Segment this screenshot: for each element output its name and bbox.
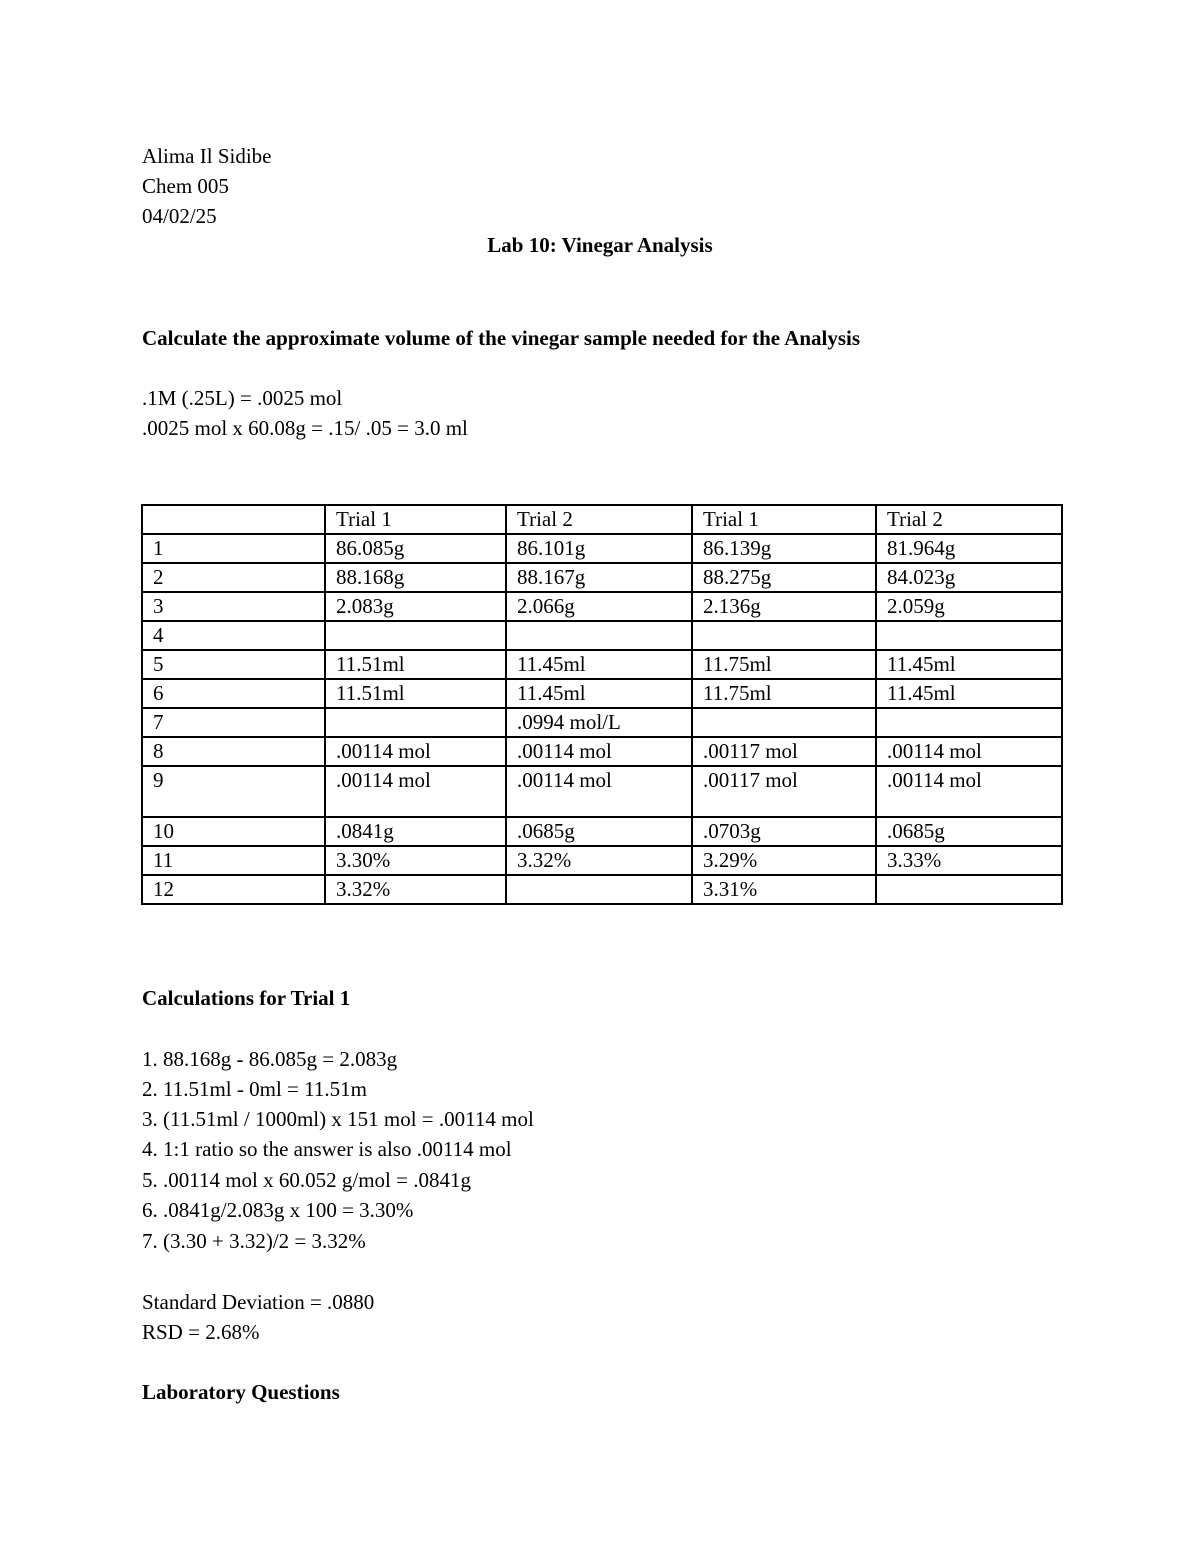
table-cell: 2	[142, 563, 325, 592]
volume-calc-line-1: .1M (.25L) = .0025 mol	[142, 386, 343, 410]
table-cell: 3.30%	[325, 846, 506, 875]
table-cell: 3.32%	[325, 875, 506, 904]
table-cell: 2.083g	[325, 592, 506, 621]
table-cell: 84.023g	[876, 563, 1062, 592]
table-cell: 11.45ml	[506, 650, 692, 679]
results-table	[141, 504, 1063, 905]
table-cell: 11	[142, 846, 325, 875]
table-cell	[325, 708, 506, 737]
table-cell: 11.45ml	[506, 679, 692, 708]
table-cell	[876, 708, 1062, 737]
calculation-step: 1. 88.168g - 86.085g = 2.083g	[142, 1047, 398, 1071]
table-row	[142, 708, 1062, 737]
table-cell: .00114 mol	[325, 766, 506, 817]
calculation-step: 6. .0841g/2.083g x 100 = 3.30%	[142, 1198, 414, 1222]
table-row	[142, 621, 1062, 650]
table-cell	[876, 621, 1062, 650]
table-header-row	[142, 505, 1062, 534]
table-cell: .0841g	[325, 817, 506, 846]
table-cell	[692, 708, 876, 737]
table-row	[142, 563, 1062, 592]
table-cell: 1	[142, 534, 325, 563]
table-cell: 9	[142, 766, 325, 817]
table-row	[142, 766, 1062, 817]
table-row	[142, 737, 1062, 766]
document-date: 04/02/25	[142, 204, 217, 228]
table-header-cell	[142, 505, 325, 534]
table-cell: .00114 mol	[325, 737, 506, 766]
course-name: Chem 005	[142, 174, 229, 198]
laboratory-questions-heading: Laboratory Questions	[142, 1380, 340, 1404]
table-row	[142, 650, 1062, 679]
table-cell: .0685g	[506, 817, 692, 846]
table-cell: 86.085g	[325, 534, 506, 563]
calculation-step: 5. .00114 mol x 60.052 g/mol = .0841g	[142, 1168, 471, 1192]
relative-standard-deviation: RSD = 2.68%	[142, 1320, 260, 1344]
table-cell: .00114 mol	[506, 766, 692, 817]
section-heading-volume: Calculate the approximate volume of the vinegar sample needed for the Analysis	[142, 326, 861, 350]
table-cell: 2.066g	[506, 592, 692, 621]
author-name: Alima Il Sidibe	[142, 144, 272, 168]
table-cell	[876, 875, 1062, 904]
table-cell: 88.168g	[325, 563, 506, 592]
calculation-step: 4. 1:1 ratio so the answer is also .00114 mol	[142, 1137, 512, 1161]
table-cell: .00114 mol	[506, 737, 692, 766]
table-cell: .00117 mol	[692, 766, 876, 817]
table-cell: 8	[142, 737, 325, 766]
table-cell: 86.101g	[506, 534, 692, 563]
table-row	[142, 875, 1062, 904]
table-row	[142, 846, 1062, 875]
table-cell: 86.139g	[692, 534, 876, 563]
table-cell: .00114 mol	[876, 737, 1062, 766]
table-cell: 10	[142, 817, 325, 846]
table-cell: 11.75ml	[692, 650, 876, 679]
table-row	[142, 534, 1062, 563]
table-row	[142, 679, 1062, 708]
table-cell: 3.33%	[876, 846, 1062, 875]
table-cell: .0703g	[692, 817, 876, 846]
table-header-cell: Trial 1	[325, 505, 506, 534]
table-cell: .0685g	[876, 817, 1062, 846]
table-cell: 2.059g	[876, 592, 1062, 621]
table-cell: 7	[142, 708, 325, 737]
table-row	[142, 592, 1062, 621]
table-cell: .00117 mol	[692, 737, 876, 766]
table-cell: 3.31%	[692, 875, 876, 904]
table-cell: 11.45ml	[876, 650, 1062, 679]
table-cell: 2.136g	[692, 592, 876, 621]
table-cell: 6	[142, 679, 325, 708]
table-cell: 81.964g	[876, 534, 1062, 563]
table-cell: 11.75ml	[692, 679, 876, 708]
table-cell: .0994 mol/L	[506, 708, 692, 737]
calculation-step: 2. 11.51ml - 0ml = 11.51m	[142, 1077, 367, 1101]
table-header-cell: Trial 1	[692, 505, 876, 534]
table-cell: 12	[142, 875, 325, 904]
table-cell	[506, 875, 692, 904]
table-cell: 11.51ml	[325, 679, 506, 708]
table-cell	[325, 621, 506, 650]
table-cell: 5	[142, 650, 325, 679]
calculation-step: 7. (3.30 + 3.32)/2 = 3.32%	[142, 1229, 366, 1253]
table-cell	[692, 621, 876, 650]
table-cell: 3.32%	[506, 846, 692, 875]
table-header-cell: Trial 2	[876, 505, 1062, 534]
table-cell	[506, 621, 692, 650]
table-cell: .00114 mol	[876, 766, 1062, 817]
table-cell: 88.275g	[692, 563, 876, 592]
table-cell: 3.29%	[692, 846, 876, 875]
table-header-cell: Trial 2	[506, 505, 692, 534]
calculation-step: 3. (11.51ml / 1000ml) x 151 mol = .00114 mol	[142, 1107, 534, 1131]
table-row	[142, 817, 1062, 846]
standard-deviation: Standard Deviation = .0880	[142, 1290, 375, 1314]
table-cell: 11.45ml	[876, 679, 1062, 708]
table-cell: 3	[142, 592, 325, 621]
table-cell: 11.51ml	[325, 650, 506, 679]
calculations-heading: Calculations for Trial 1	[142, 986, 351, 1010]
volume-calc-line-2: .0025 mol x 60.08g = .15/ .05 = 3.0 ml	[142, 416, 468, 440]
table-cell: 88.167g	[506, 563, 692, 592]
table-cell: 4	[142, 621, 325, 650]
document-title: Lab 10: Vinegar Analysis	[487, 233, 713, 257]
